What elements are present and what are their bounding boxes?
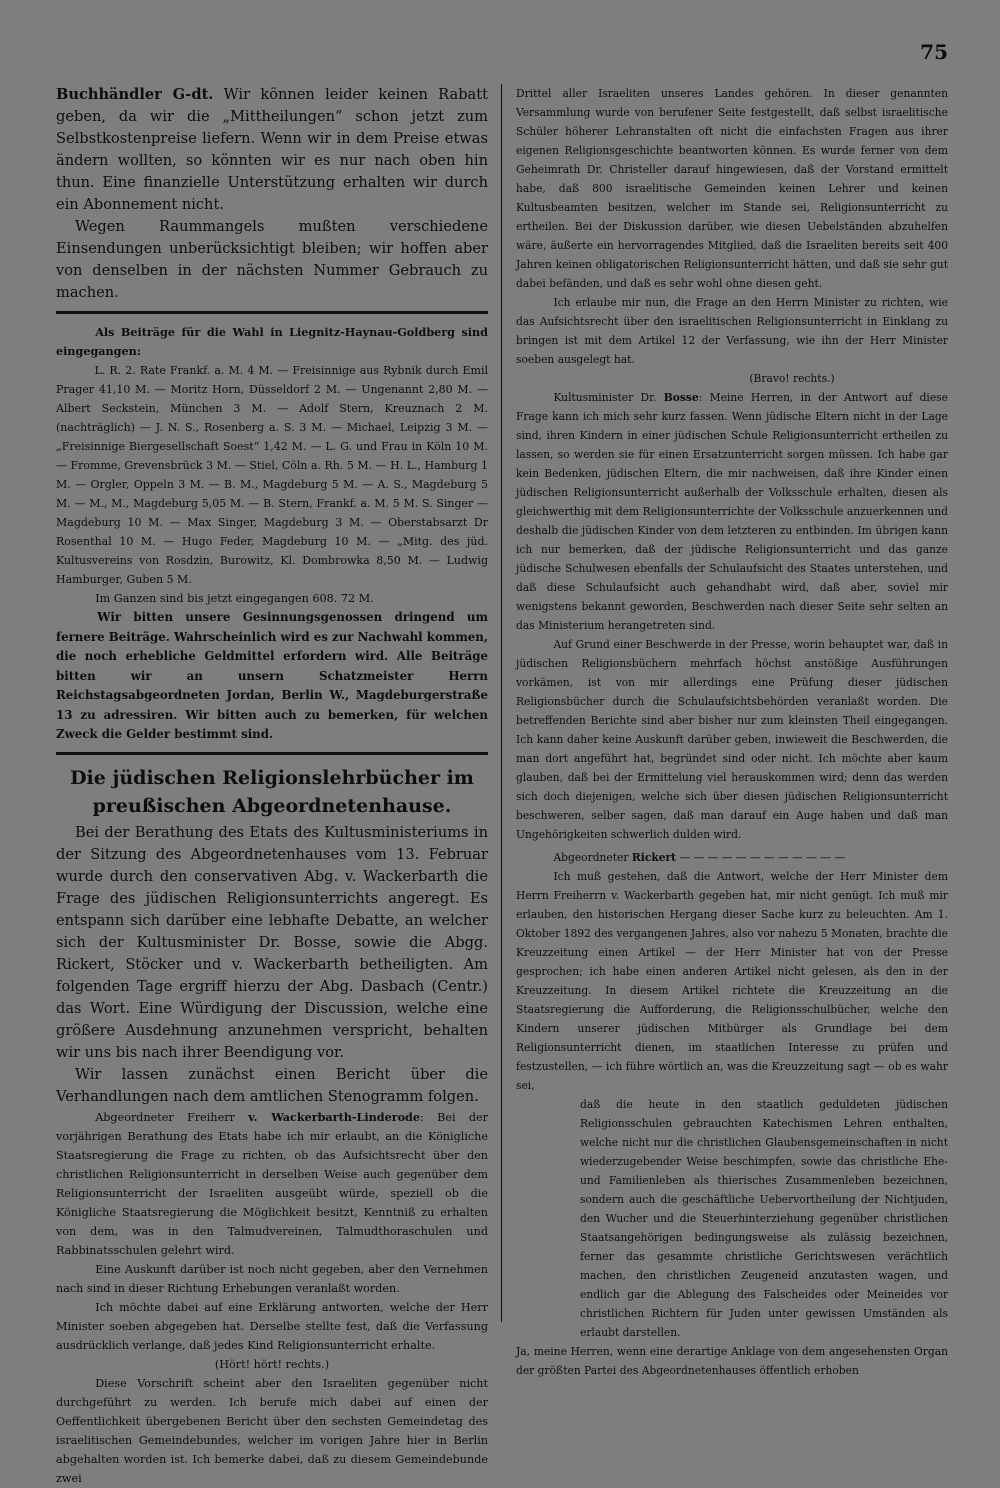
interjection: (Bravo! rechts.) xyxy=(749,372,835,385)
notice-text: Wir können leider keinen Rabatt geben, da wir die „Mittheilungen“ schon jetzt zum Selbstkostenpreise liefern. Wenn wir in dem Preise etwas ändern wollten, so könnten wir es nur nach oben hin thun. Eine finanzielle Unterstützung erhalten wir durch ein Abonnement nicht. xyxy=(56,86,488,213)
speech-paragraph: Ich erlaube mir nun, die Frage an den Herrn Minister zu richten, wie das Aufsichtsrecht über den israelitischen Religionsunterricht in Einklang zu bringen ist mit dem Artikel 12 der Verfassung, wie ihn der Herr Minister soeben ausgelegt hat. xyxy=(516,296,948,366)
speech-paragraph: Diese Vorschrift scheint aber den Israeliten gegenüber nicht durchgeführt zu werden. Ich berufe mich dabei auf einen der Oeffentlichkeit übergebenen Bericht über den sechsten Gemeindetag des israelitischen Gemeindebundes, welcher im vorigen Jahre hier in Berlin abgehalten worden ist. Ich bemerke dabei, daß zu diesem Gemeindebunde zwei xyxy=(56,1376,488,1485)
section-divider xyxy=(56,311,488,314)
speech-paragraph: Auf Grund einer Beschwerde in der Presse, worin behauptet war, daß in jüdischen Religionsbüchern mehrfach höchst anstößige Ausführungen vorkämen, ist von mir allerdings eine Prüfung dieser jüdischen Religionsbücher durch die Schulaufsichtsbehörden veranlaßt worden. Die betreffenden Berichte sind aber bisher nur zum kleinsten Theil eingegangen. Ich kann daher keine Auskunft darüber geben, inwieweit die Beschwerden, die man dort angeführt hat, begründet sind oder nicht. Ich möchte aber kaum glauben, daß bei der Ermittelung viel herauskommen wird; denn das werden sich doch diejenigen, welche sich über diesen jüdischen Religionsunterricht beschweren, selber sagen, daß man darauf ein Auge haben und daß man Ungehörigkeiten schwerlich dulden wird. xyxy=(516,638,948,841)
space-notice: Wegen Raummangels mußten verschiedene Einsendungen unberücksichtigt bleiben; wir hoffen aber von denselben in der nächsten Nummer Gebrauch zu machen. xyxy=(56,218,488,301)
speech-paragraph: Ich möchte dabei auf eine Erklärung antworten, welche der Herr Minister soeben abgegeben hat. Derselbe stellte fest, daß die Verfassung ausdrücklich verlange, daß jedes Kind Religionsunterricht erhalte. xyxy=(56,1300,488,1352)
quoted-passage: daß die heute in den staatlich geduldeten jüdischen Religionsschulen gebrauchten Katechismen Lehren enthalten, welche nicht nur die christlichen Glaubensgemeinschaften in nicht wiederzugebender Weise beschimpfen, sowie das christliche Ehe- und Familienleben als thierisches Zusammenleben bezeichnen, sondern auch die geschäftliche Uebervortheilung der Nichtjuden, den Wucher und die Steuerhinterziehung gegenüber christlichen Staatsangehörigen bedingungsweise als zulässig bezeichnen, ferner das gesammte christliche Gerichtswesen verächtlich machen, den christlichen Zeugeneid anzutasten wagen, und endlich gar die Ablegung des Falscheides oder Meineides vor christlichen Richtern für Juden unter gewissen Umständen als erlaubt darstellen. xyxy=(580,1098,948,1339)
speech-text: : Bei der vorjährigen Berathung des Etats habe ich mir erlaubt, an die Königliche Staatsregierung die Frage zu richten, ob das Aufsichtsrecht über den christlichen Religionsunterricht in derselben Weise auch gegenüber dem Religionsunterricht der Israeliten ausgeübt würde, speziell ob die Königliche Staatsregierung die Möglichkeit besitzt, Kenntniß zu erhalten von dem, was in den Talmudvereinen, Talmudthoraschulen und Rabbinatsschulen gelehrt wird. xyxy=(56,1110,488,1257)
page-number: 75 xyxy=(920,40,948,64)
donation-appeal: Wir bitten unsere Gesinnungsgenossen dringend um fernere Beiträge. Wahrscheinlich wird es zur Nachwahl kommen, die noch erhebliche Geldmittel erfordern wird. Alle Beiträge bitten wir an unsern Schatzmeister Herrn Reichstagsabgeordneten Jordan, Berlin W., Magdeburgerstraße 13 zu adressiren. Wir bitten auch zu bemerken, für welchen Zweck die Gelder bestimmt sind. xyxy=(56,610,488,741)
dash-line: — — — — — — — — — — — — xyxy=(676,851,846,864)
speech-paragraph xyxy=(516,388,948,635)
speech-paragraph: Ja, meine Herren, wenn eine derartige Anklage von dem angesehensten Organ der größten Partei des Abgeordnetenhauses öffentlich erhoben xyxy=(516,1345,948,1377)
article-title: Die jüdischen Religionslehrbücher im preußischen Abgeordnetenhause. xyxy=(70,766,474,817)
speech-paragraph xyxy=(56,1108,488,1260)
article-paragraph: Wir lassen zunächst einen Bericht über die Verhandlungen nach dem amtlichen Stenogramm folgen. xyxy=(56,1065,488,1105)
donations-list: L. R. 2. Rate Frankf. a. M. 4 M. — Freisinnige aus Rybnik durch Emil Prager 41,10 M. — Moritz Horn, Düsseldorf 2 M. — Ungenannt 2,80 M. — Albert Seckstein, München 3 M. — Adolf Stern, Kreuznach 2 M. (nachträglich) — J. N. S., Rosenberg a. S. 3 M. — Michael, Leipzig 3 M. — „Freisinnige Biergesellschaft Soest“ 1,42 M. — L. G. und Frau in Köln 10 M. — Fromme, Grevensbrück 3 M. — Stiel, Cöln a. Rh. 5 M. — H. L., Hamburg 1 M. — Orgler, Oppeln 3 M. — B. M., Magdeburg 5 M. — A. S., Magdeburg 5 M. — M., M., Magdeburg 5,05 M. — B. Stern, Frankf. a. M. 5 M. S. Singer — Magdeburg 10 M. — Max Singer, Magdeburg 3 M. — Oberstabsarzt Dr Rosenthal 10 M. — Hugo Feder, Magdeburg 10 M. — „Mitg. des jüd. Kultusvereins von Rosdzin, Burowitz, Kl. Dombrowka 8,50 M. — Ludwig Hamburger, Guben 5 M. xyxy=(56,364,489,586)
speech-paragraph: Ich muß gestehen, daß die Antwort, welche der Herr Minister dem Herrn Freiherrn v. Wackerbarth gegeben hat, mir nicht genügt. Ich muß mir erlauben, den historischen Hergang dieser Sache kurz zu beleuchten. Am 1. Oktober 1892 des vergangenen Jahres, also vor nahezu 5 Monaten, brachte die Kreuzzeitung einen Artikel — der Herr Minister hat von der Presse gesprochen; ich habe einen anderen Artikel nicht gelesen, als den in der Kreuzzeitung. In diesem Artikel richtete die Kreuzzeitung an die Staatsregierung die Aufforderung, die Religionsschulbücher, welche den Kindern unserer jüdischen Mitbürger als Grundlage bei dem Religionsunterricht dienen, im staatlichen Interesse zu prüfen und festzustellen, — ich führe wörtlich an, was die Kreuzzeitung sagt — ob es wahr sei, xyxy=(516,870,948,1092)
speech-paragraph: Drittel aller Israeliten unseres Landes gehören. In dieser genannten Versammlung wurde von berufener Seite festgestellt, daß selbst israelitische Schüler höherer Lehranstalten oft nicht die einfachsten Fragen aus ihrer eigenen Religionsgeschichte beantworten können. Es wurde ferner von dem Geheimrath Dr. Christeller darauf hingewiesen, daß der Vorstand ermittelt habe, daß 800 israelitische Gemeinden keinen Lehrer und keinen Kultusbeamten besitzen, welcher im Stande sei, Religionsunterricht zu ertheilen. Bei der Diskussion darüber, wie diesen Uebelständen abzuhelfen wäre, äußerte ein hervorragendes Mitglied, daß die Israeliten bereits seit 400 Jahren keinen obligatorischen Religionsunterricht hätten, und daß sie sehr gut dabei befänden, und daß es sehr wohl ohne diesen geht. xyxy=(516,87,948,290)
speech-heading xyxy=(516,848,948,867)
donations-total: Im Ganzen sind bis jetzt eingegangen 608. 72 M. xyxy=(95,592,374,605)
speaker-lead: Kultusminister Dr. xyxy=(553,391,664,404)
editorial-notice xyxy=(56,84,488,216)
section-divider xyxy=(56,752,488,755)
speech-text: : Meine Herren, in der Antwort auf diese Frage kann ich mich sehr kurz fassen. Wenn jüdische Eltern nicht in der Lage sind, ihren Kindern in einer jüdischen Schule Religionsunterricht ertheilen zu lassen, so werden sie für einen Ersatzunterricht sorgen müssen. Ich habe gar kein Bedenken, jüdischen Eltern, die mir nachweisen, daß ihre Kinder einen jüdischen Religionsunterricht außerhalb der Volksschule erhalten, diesen als gleichwerthig mit dem Religionsunterrichte der Volksschule anzuerkennen und deshalb die jüdischen Kinder von dem letzteren zu entbinden. Im übrigen kann ich nur bemerken, daß der jüdische Religionsunterricht und das ganze jüdische Schulwesen ebenfalls der Schulaufsicht des Staates unterstehen, und daß diese Schulaufsicht auch gehandhabt wird, daß aber, soviel mir wenigstens bekannt geworden, Beschwerden nach dieser Seite sehr selten an das Ministerium herangetreten sind. xyxy=(516,391,948,632)
speaker-lead: Abgeordneter xyxy=(553,851,632,864)
speaker-name: Bosse xyxy=(663,391,699,404)
donations-heading: Als Beiträge für die Wahl in Liegnitz-Haynau-Goldberg sind eingegangen: xyxy=(56,325,488,358)
speaker-name: v. Wackerbarth-Linderode xyxy=(248,1109,421,1124)
article-paragraph: Bei der Berathung des Etats des Kultusministeriums in der Sitzung des Abgeordnetenhauses vom 13. Februar wurde durch den conservativen Abg. v. Wackerbarth die Frage des jüdischen Religionsunterrichts angeregt. Es entspann sich darüber eine lebhafte Debatte, an welcher sich der Kultusminister Dr. Bosse, sowie die Abgg. Rickert, Stöcker und v. Wackerbarth betheiligten. Am folgenden Tage ergriff hierzu der Abg. Dasbach (Centr.) das Wort. Eine Würdigung der Discussion, welche eine größere Ausdehnung anzunehmen verspricht, behalten wir uns bis nach ihrer Beendigung vor. xyxy=(56,823,488,1061)
speaker-name: Rickert xyxy=(631,851,677,864)
left-column xyxy=(56,84,489,1485)
right-column xyxy=(516,84,948,1377)
column-divider xyxy=(501,84,502,1322)
notice-addressee: Buchhändler G-dt. xyxy=(56,86,214,103)
speaker-lead: Abgeordneter Freiherr xyxy=(95,1110,249,1124)
interjection: (Hört! hört! rechts.) xyxy=(214,1357,330,1371)
speech-paragraph: Eine Auskunft darüber ist noch nicht gegeben, aber den Vernehmen nach sind in dieser Richtung Erhebungen veranlaßt worden. xyxy=(56,1262,488,1295)
